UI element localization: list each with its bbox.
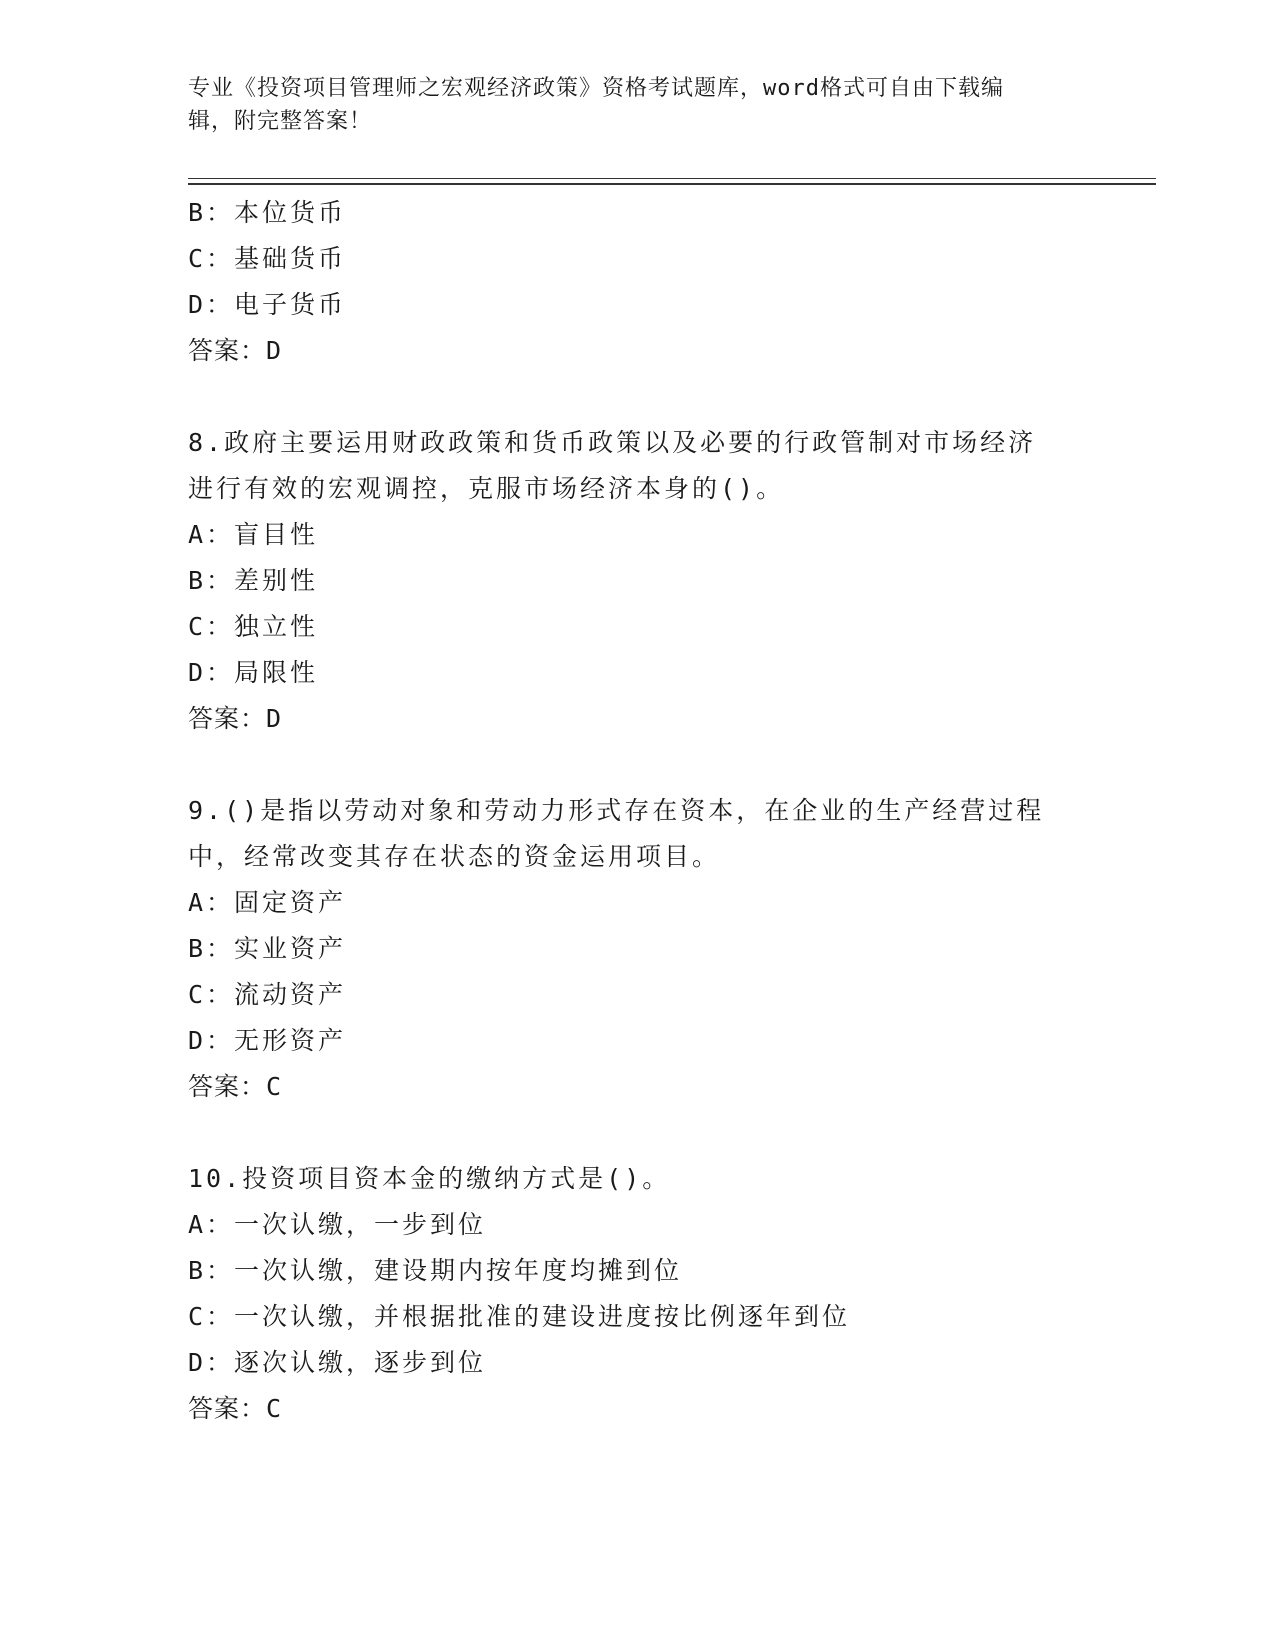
spacer: [188, 374, 1088, 420]
header-divider-thick: [188, 183, 1156, 185]
document-header: [188, 72, 1068, 138]
question-block-9: [188, 788, 1088, 1110]
question-text-line-1: 9.()是指以劳动对象和劳动力形式存在资本，在企业的生产经营过程: [188, 796, 1045, 825]
question-text-line-2: 进行有效的宏观调控，克服市场经济本身的()。: [188, 474, 785, 503]
option-d: D：逐次认缴，逐步到位: [188, 1348, 487, 1377]
spacer: [188, 1110, 1088, 1156]
option-b: B：一次认缴，建设期内按年度均摊到位: [188, 1256, 683, 1285]
option-b: B：本位货币: [188, 198, 347, 227]
answer-line: 答案：D: [188, 704, 283, 733]
question-block-8: [188, 420, 1088, 742]
spacer: [188, 742, 1088, 788]
question-text-line-2: 中，经常改变其存在状态的资金运用项目。: [188, 842, 721, 871]
answer-line: 答案：C: [188, 1394, 283, 1423]
question-text-line-1: 8.政府主要运用财政政策和货币政策以及必要的行政管制对市场经济: [188, 428, 1037, 457]
option-a: A：一次认缴，一步到位: [188, 1210, 487, 1239]
option-b: B：差别性: [188, 566, 319, 595]
question-block-10: [188, 1156, 1088, 1432]
answer-line: 答案：D: [188, 336, 283, 365]
option-c: C：一次认缴，并根据批准的建设进度按比例逐年到位: [188, 1302, 851, 1331]
option-d: D：电子货币: [188, 290, 347, 319]
question-block-prev: [188, 190, 1088, 374]
option-c: C：流动资产: [188, 980, 347, 1009]
option-b: B：实业资产: [188, 934, 347, 963]
question-text-line-1: 10.投资项目资本金的缴纳方式是()。: [188, 1164, 671, 1193]
header-line-1: 专业《投资项目管理师之宏观经济政策》资格考试题库，word格式可自由下载编: [188, 76, 1004, 101]
option-a: A：盲目性: [188, 520, 319, 549]
header-divider-thin: [188, 178, 1156, 179]
header-line-2: 辑，附完整答案！: [188, 109, 373, 134]
option-d: D：无形资产: [188, 1026, 347, 1055]
question-list: [188, 190, 1088, 1432]
answer-line: 答案：C: [188, 1072, 283, 1101]
option-c: C：基础货币: [188, 244, 347, 273]
option-c: C：独立性: [188, 612, 319, 641]
option-d: D：局限性: [188, 658, 319, 687]
option-a: A：固定资产: [188, 888, 347, 917]
